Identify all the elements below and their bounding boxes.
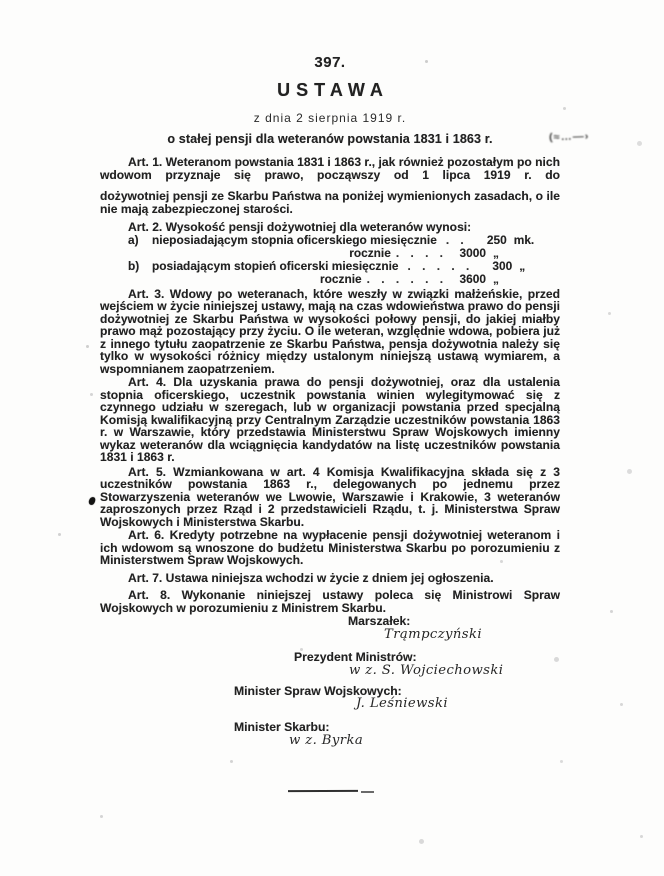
row-label: a) (128, 232, 139, 247)
row-text: rocznie (349, 245, 391, 260)
article-4: Art. 4. Dla uzyskania prawa do pensji dożywotniej, oraz dla ustalenia stopnia oficerskiego, uczestnik powstania winien wylegitymować się z czynnego udziału w szeregach, lub w organizacji powstania przed specjalną Komisją kwalifikacyjną przy Centralnym Zarządzie uczestników powstania 1863 r. w Warszawie, który przedstawia Ministerstwu Spraw Wojskowych imienny wykaz weteranów dla wciągnięcia kandydatów na listę uczestników powstania 1831 i 1863 r. (100, 375, 560, 464)
scan-noise-specks (425, 60, 428, 63)
signature-role-military-minister: Minister Spraw Wojskowych: (234, 684, 402, 698)
end-rule-tail (361, 791, 374, 793)
document-body (100, 54, 560, 614)
leader-dots: . . . . . (407, 258, 474, 273)
row-text: nieposiadającym stopnia oficerskiego miesięcznie (152, 232, 437, 247)
signature-name-military-minister: J. Leśniewski (356, 696, 448, 711)
pension-row-a-yearly (100, 247, 560, 260)
row-amount: 250 (486, 232, 507, 247)
article-8: Art. 8. Wykonanie niniejszej ustawy poleca się Ministrowi Spraw Wojskowych w porozumieniu z Ministrem Skarbu. (100, 588, 560, 615)
signature-role-premier: Prezydent Ministrów: (294, 650, 417, 664)
document-title: USTAWA (277, 80, 389, 100)
ink-dot-mark (88, 496, 96, 505)
article-6: Art. 6. Kredyty potrzebne na wypłacenie pensji dożywotniej weteranom i ich wdowom są wnoszone do budżetu Ministerstwa Skarbu po porozumieniu z Ministerstwem Spraw Wojskowych. (100, 528, 560, 567)
article-5: Art. 5. Wzmiankowana w art. 4 Komisja Kwalifikacyjna składa się z 3 uczestników powstania 1863 r., delegowanych po jednemu przez Stowarzyszenia weteranów we Lwowie, Warszawie i Krakowie, 3 weteranów zaproszonych przez Rząd i 2 przedstawicieli Rządu, t. j. Ministerstwa Spraw Wojskowych i Ministerstwa Skarbu. (100, 464, 560, 529)
row-amount: 3600 (459, 271, 486, 286)
leader-dots: . . (445, 232, 468, 247)
signature-name-marshal: Trąmpczyński (384, 627, 482, 642)
row-amount: 3000 (459, 245, 486, 260)
row-text: rocznie (320, 271, 362, 286)
signature-role-treasury-minister: Minister Skarbu: (234, 720, 330, 734)
article-7: Art. 7. Ustawa niniejsza wchodzi w życie z dniem jej ogłoszenia. (128, 570, 494, 585)
document-date-line: z dnia 2 sierpnia 1919 r. (253, 111, 407, 125)
signature-role-marshal: Marszałek: (348, 614, 411, 628)
ink-stamp-smudge (549, 131, 590, 143)
document-subject: o stałej pensji dla weteranów powstania 1831 i 1863 r. (167, 132, 493, 146)
row-text: posiadającym stopień oficerski miesięcznie (152, 258, 399, 273)
article-3: Art. 3. Wdowy po weteranach, które weszły w związki małżeńskie, przed wejściem w życie niniejszej ustawy, mają na czas wdowieństwa prawo do pensji dożywotniej ze Skarbu Państwa w wysokości połowy pensji, do jakiej miałby prawo mąż pozostający przy życiu. O ile weteran, względnie wdowa, pobiera już z innego tytułu zaopatrzenie ze Skarbu Państwa, pensja dożywotnia należy się tylko w wysokości różnicy między ustalonym niniejszą ustawą wymiarem, a wspomnianem zaopatrzeniem. (100, 286, 560, 376)
article-1-part-2: dożywotniej pensji ze Skarbu Państwa na poniżej wymienionych zasadach, o ile nie mają zabezpieczonej starości. (100, 189, 560, 216)
row-unit: mk. (513, 232, 535, 247)
leader-dots: . . . . (395, 245, 447, 260)
row-unit: „ (519, 258, 526, 273)
pension-rates-table (100, 234, 560, 286)
signature-name-premier: w z. S. Wojciechowski (349, 663, 504, 678)
row-label: b) (128, 258, 140, 273)
row-amount: 300 (492, 258, 513, 273)
article-1-part-1: Art. 1. Weteranom powstania 1831 i 1863 r., jak również pozostałym po nich wdowom przyznaje się prawo, począwszy od 1 lipca 1919 r. do (100, 155, 560, 182)
row-unit: „ (493, 271, 499, 286)
pension-row-b-yearly (100, 273, 560, 286)
end-rule (288, 790, 358, 792)
row-unit: „ (493, 245, 499, 260)
signature-name-treasury-minister: w z. Byrka (289, 733, 364, 748)
article-2-intro: Art. 2. Wysokość pensji dożywotniej dla weteranów wynosi: (128, 220, 472, 234)
leader-dots: . . . . . . (366, 271, 447, 286)
pension-row-b (100, 260, 560, 273)
act-number: 397. (314, 54, 346, 71)
pension-row-a (100, 234, 560, 247)
